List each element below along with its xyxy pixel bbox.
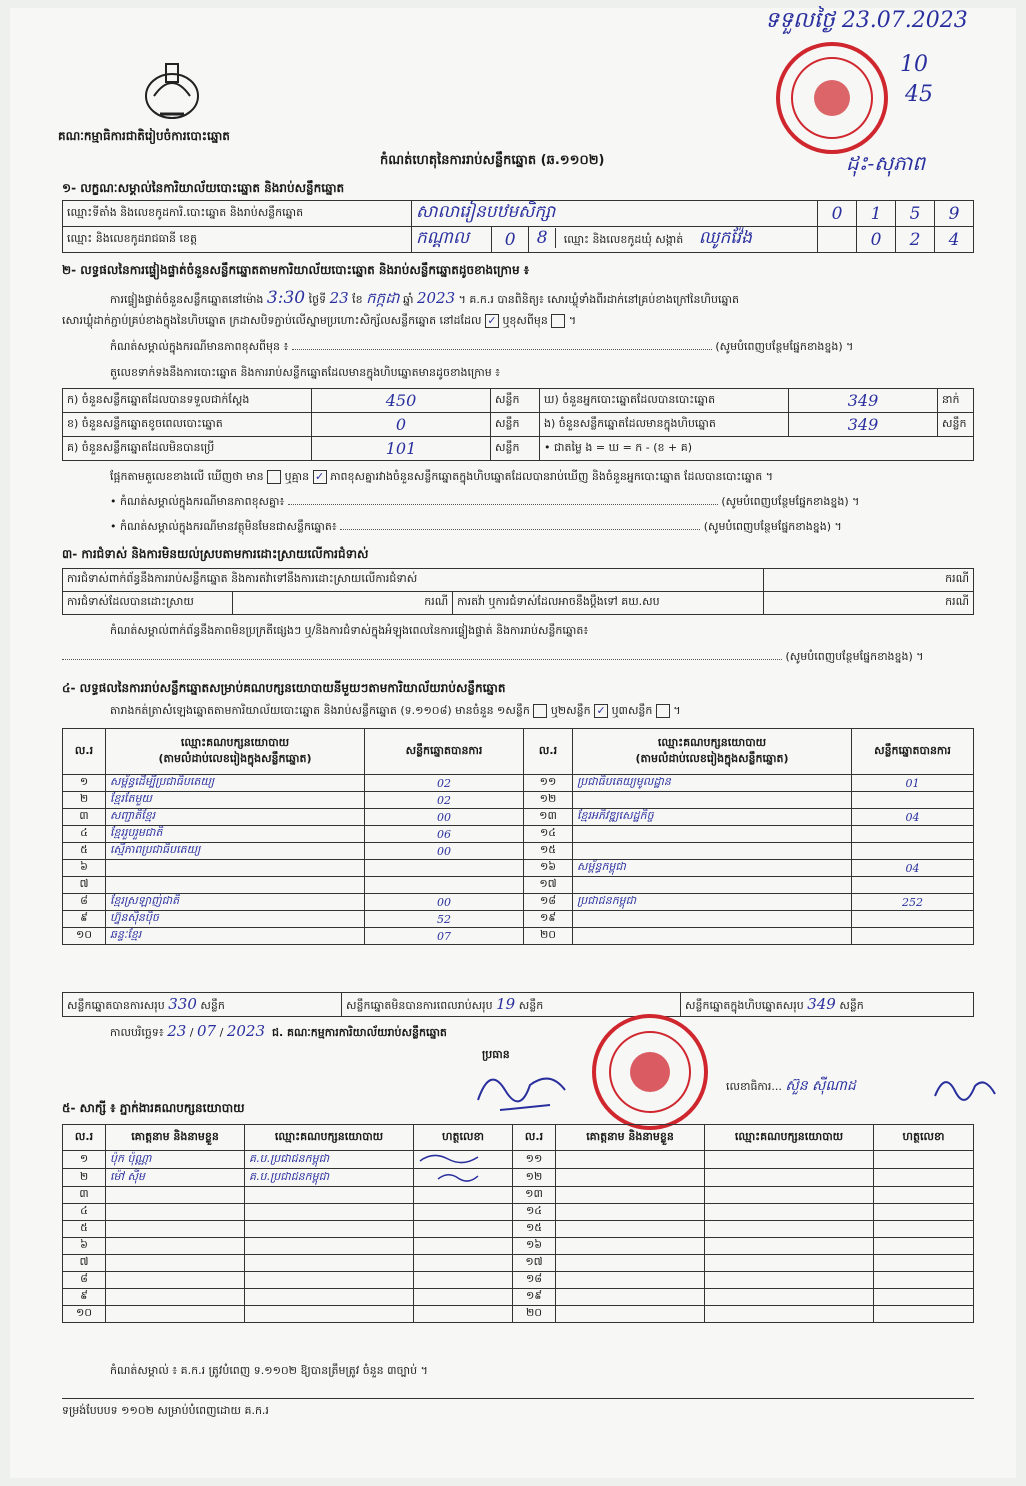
verify-text-b: ថ្ងៃទី	[308, 293, 327, 306]
form-title: កំណត់ហេតុនៃការរាប់សន្លឹកឆ្នោត (ឆ.១១០២)	[380, 153, 605, 168]
totals-table	[62, 992, 974, 1017]
witness-party: គ.ប.ប្រជាជនកម្ពុជា	[245, 1169, 414, 1187]
row-no: ១៤	[524, 826, 573, 843]
party-name: ខ្មែរស្រឡាញ់ជាតិ	[106, 894, 365, 911]
no-difference-checkbox[interactable]: ✓	[313, 470, 327, 484]
w-row-no: ១៣	[513, 1187, 556, 1204]
total-invalid-label: សន្លឹកឆ្នោតមិនបានការពេលរាប់សរុប	[346, 998, 493, 1012]
party-name: សញ្ជាតិខ្មែរ	[106, 809, 365, 826]
compare-text-b: ឬគ្មាន	[284, 470, 310, 483]
received-time-min: 45	[905, 82, 933, 107]
irregularity-note: កំណត់សម្គាល់ពាក់ព័ន្ធនឹងភាពមិនប្រក្រតីផ្សេងៗ ឬ/និងការជំទាស់ក្នុងអំឡុងពេលនៃការផ្ទៀងផ្ទាត់ និងការរាប់សន្លឹកឆ្នោត៖	[110, 624, 589, 637]
w-row-no: ១៤	[513, 1204, 556, 1221]
location-value: សាលារៀនបឋមសិក្សា	[412, 201, 818, 227]
party-name	[573, 843, 852, 860]
total-invalid-value: 19	[496, 994, 516, 1013]
w-row-no: ១៨	[513, 1272, 556, 1289]
w-row-no: ៦	[63, 1238, 106, 1255]
party-name	[573, 792, 852, 809]
chair-signature-icon	[470, 1060, 580, 1120]
commune-code-1: 0	[857, 227, 896, 253]
two-sheet-checkbox[interactable]: ✓	[594, 704, 608, 718]
unused-value: 101	[312, 437, 491, 461]
verify-day: 23	[329, 289, 349, 307]
signing-date-label: កាលបរិច្ឆេទ៖	[110, 1026, 164, 1039]
difference-note	[110, 340, 980, 356]
w-row-no: ១២	[513, 1169, 556, 1187]
sheet-count: តារាងកត់ត្រាសំឡេងឆ្នោតតាមការិយាល័យបោះឆ្នោត និងរាប់សន្លឹកឆ្នោត (ទ.១១០៨) មានចំនួន ១សន្លឹក ឬ២សន្លឹក ✓ ឬ៣សន្លឹក ។	[110, 704, 681, 717]
table-intro: តួលេខទាក់ទងនឹងការបោះឆ្នោត និងការរាប់សន្លឹកឆ្នោតដែលមានក្នុងហិបឆ្នោតមានដូចខាងក្រោម ៖	[110, 366, 501, 379]
party-votes: 00	[365, 843, 524, 860]
verify-year: 2023	[416, 289, 456, 307]
party-name: ខ្មែរអភិវឌ្ឍសេដ្ឋកិច្ច	[573, 809, 852, 826]
party-name	[573, 928, 852, 945]
seal-paragraph: សោរឃ្លុំដាក់ភ្ជាប់គ្រប់ខាងក្នុងនៃហិបឆ្នោត ក្រដាសបិទភ្ជាប់លើស្នាមប្រហោះសិក្ស័លសន្លឹកឆ្នោត នៅដដែល ✓ ឬខុសពីមុន ។	[62, 314, 577, 327]
row-no: ១២	[524, 792, 573, 809]
w-col-name-left: គោត្តនាម និងនាមខ្លួន	[106, 1125, 245, 1151]
party-votes: 02	[365, 792, 524, 809]
col-party-left	[106, 729, 365, 775]
party-name: ខ្មែររួបរួមជាតិ	[106, 826, 365, 843]
received-label: ក) ចំនួនសន្លឹកឆ្នោតដែលបានទទួលជាក់ស្ដែង	[63, 389, 312, 413]
w-col-no-right: ល.រ	[513, 1125, 556, 1151]
party-votes: 07	[365, 928, 524, 945]
three-sheet-checkbox[interactable]	[656, 704, 670, 718]
party-name	[573, 877, 852, 894]
verify-paragraph	[110, 288, 980, 311]
fill-hint-4: (សូមបំពេញបន្ថែមផ្នែកខាងខ្នង) ។	[785, 650, 924, 663]
compare-text-a: ផ្អែកតាមតួលេខខាងលើ ឃើញថា មាន	[110, 470, 264, 483]
w-col-party-left: ឈ្មោះគណបក្សនយោបាយ	[245, 1125, 414, 1151]
party-votes	[365, 860, 524, 877]
province-label: ឈ្មោះ និងលេខកូដរាជធានី ខេត្ត	[63, 227, 412, 253]
voters-value: 349	[789, 389, 938, 413]
party-name	[573, 826, 852, 843]
witness-party: គ.ប.ប្រជាជនកម្ពុជា	[245, 1151, 414, 1169]
row-no: ៥	[63, 843, 106, 860]
col-votes-right: សន្លឹកឆ្នោតបានការ	[852, 729, 974, 775]
commune-code-2: 2	[896, 227, 935, 253]
party-votes	[852, 826, 974, 843]
official-stamp-top	[774, 40, 890, 156]
w-row-no: ៤	[63, 1204, 106, 1221]
total-valid-unit: សន្លឹក	[200, 998, 225, 1012]
party-name: សម្ព័ន្ធកម្ពុជា	[573, 860, 852, 877]
party-name: ប្រជាជនកម្ពុជា	[573, 894, 852, 911]
party-name	[573, 911, 852, 928]
footer-divider	[62, 1398, 974, 1399]
signing-day: 23	[167, 1022, 187, 1040]
party-name	[106, 860, 365, 877]
party-results-table	[62, 728, 974, 945]
bullet-difference-label: • កំណត់សម្គាល់ក្នុងករណីមានភាពខុសគ្នា៖	[110, 495, 285, 508]
objection-row1: ការជំទាស់ពាក់ព័ន្ធនឹងការរាប់សន្លឹកឆ្នោត និងការតវ៉ាទៅនឹងការដោះស្រាយលើការជំទាស់	[63, 569, 764, 592]
party-name: ស្មើភាពប្រជាធិបតេយ្យ	[106, 843, 365, 860]
total-inbox-unit: សន្លឹក	[839, 998, 864, 1012]
org-name: គណៈកម្មាធិការជាតិរៀបចំការបោះឆ្នោត	[58, 129, 230, 143]
form-footer: ទម្រង់បែបបទ ១១០២ សម្រាប់បំពេញដោយ គ.ក.រ	[62, 1404, 269, 1417]
col-no-left: ល.រ	[63, 729, 106, 775]
verify-text-e: ។ គ.ក.រ បានពិនិត្យ៖ សោរឃ្លុំទាំងពីរដាក់នៅគ្រប់ខាងក្រៅនៃហិបឆ្នោត	[458, 293, 739, 306]
seal-text: សោរឃ្លុំដាក់ភ្ជាប់គ្រប់ខាងក្នុងនៃហិបឆ្នោត ក្រដាសបិទភ្ជាប់លើស្នាមប្រហោះសិក្ស័លសន្លឹកឆ្នោត នៅដដែល	[62, 314, 482, 327]
verify-month: កក្កដា	[366, 289, 400, 307]
w-row-no: ៥	[63, 1221, 106, 1238]
party-votes	[852, 792, 974, 809]
spoiled-unit: សន្លឹក	[491, 413, 540, 437]
bullet-foreign-object	[110, 520, 980, 536]
row-no: ១០	[63, 928, 106, 945]
received-time: 10	[900, 52, 928, 77]
w-col-sign-left: ហត្ថលេខា	[414, 1125, 513, 1151]
w-row-no: ១១	[513, 1151, 556, 1169]
w-row-no: ១	[63, 1151, 106, 1169]
party-votes: 02	[365, 775, 524, 792]
changed-label: ឬខុសពីមុន	[502, 314, 548, 327]
party-votes: 00	[365, 809, 524, 826]
row-no: ៦	[63, 860, 106, 877]
w-row-no: ៣	[63, 1187, 106, 1204]
row-no: ៨	[63, 894, 106, 911]
two-sheet-label: ឬ២សន្លឹក	[550, 704, 591, 717]
w-row-no: ៨	[63, 1272, 106, 1289]
voters-label: ឃ) ចំនួនអ្នកបោះឆ្នោតដែលបានបោះឆ្នោត	[540, 389, 789, 413]
row-no: ៣	[63, 809, 106, 826]
party-votes: 252	[852, 894, 974, 911]
row-no: ២	[63, 792, 106, 809]
party-name: ហ្វ៊ុនស៊ិនប៉ិច	[106, 911, 365, 928]
verify-text-c: ខែ	[352, 293, 363, 306]
row-no: ១៩	[524, 911, 573, 928]
secretary-line: លេខាធិការ... ស៊ួន ស៊ីណាដ	[726, 1078, 856, 1094]
unused-unit: សន្លឹក	[491, 437, 540, 461]
inbox-value: 349	[789, 413, 938, 437]
col-party-right	[573, 729, 852, 775]
col-party-left-sub: (តាមលំដាប់លេខរៀងក្នុងសន្លឹកឆ្នោត)	[158, 751, 312, 765]
section4-heading: ៤- លទ្ធផលនៃការរាប់សន្លឹកឆ្នោតសម្រាប់គណបក្សនយោបាយនីមួយៗតាមការិយាល័យរាប់សន្លឹកឆ្នោត	[62, 681, 506, 695]
spoiled-value: 0	[312, 413, 491, 437]
w-col-name-right: គោត្តនាម និងនាមខ្លួន	[556, 1125, 705, 1151]
section3-heading: ៣- ការជំទាស់ និងការមិនយល់ស្របតាមការដោះស្រាយលើការជំទាស់	[62, 547, 369, 561]
party-votes: 01	[852, 775, 974, 792]
unchanged-checkbox[interactable]: ✓	[485, 314, 499, 328]
w-col-no-left: ល.រ	[63, 1125, 106, 1151]
province-code-1: 0	[492, 227, 529, 253]
location-code-3: 5	[896, 201, 935, 227]
commune-code-3: 4	[935, 227, 974, 253]
witness-name: ម៉ៅ ស៊ីម	[106, 1169, 245, 1187]
w-row-no: ៩	[63, 1289, 106, 1306]
secretary-name: ស៊ួន ស៊ីណាដ	[785, 1078, 856, 1094]
resolved-label: ការជំទាស់ដែលបានដោះស្រាយ	[63, 592, 233, 615]
resolved-case: ករណី	[232, 592, 452, 615]
col-party-left-title: ឈ្មោះគណបក្សនយោបាយ	[180, 735, 290, 749]
witness-name: ប៉ុក ប៉ុណ្ណា	[106, 1151, 245, 1169]
signing-month: 07	[197, 1022, 217, 1040]
formula: • ជាតម្លៃ ង = ឃ = ក - (ខ + គ)	[540, 437, 974, 461]
objection-table	[62, 568, 974, 615]
fill-hint-1: (សូមបំពេញបន្ថែមផ្នែកខាងខ្នង) ។	[715, 340, 854, 353]
party-votes: 52	[365, 911, 524, 928]
section5-heading: ៥- សាក្សី ៖ ភ្នាក់ងារគណបក្សនយោបាយ	[62, 1101, 245, 1115]
verify-time: 3:30	[266, 288, 306, 308]
col-party-right-sub: (តាមលំដាប់លេខរៀងក្នុងសន្លឹកឆ្នោត)	[635, 751, 789, 765]
party-name: ប្រជាធិបតេយ្យមូលដ្ឋាន	[573, 775, 852, 792]
fill-hint-3: (សូមបំពេញបន្ថែមផ្នែកខាងខ្នង) ។	[703, 520, 842, 533]
total-valid-label: សន្លឹកឆ្នោតបានការសរុប	[67, 998, 165, 1012]
row-no: ៩	[63, 911, 106, 928]
signing-year: 2023	[226, 1022, 265, 1040]
row-no: ១៨	[524, 894, 573, 911]
chair-label: ប្រធាន	[482, 1048, 510, 1061]
party-votes: 06	[365, 826, 524, 843]
secretary-label: លេខាធិការ	[726, 1080, 772, 1093]
total-valid	[63, 993, 342, 1017]
copies-note: កំណត់សម្គាល់ ៖ គ.ក.រ ត្រូវបំពេញ ទ.១១០២ ឱ្យបានត្រឹមត្រូវ ចំនួន ៣ច្បាប់ ។	[110, 1364, 428, 1377]
w-row-no: ៧	[63, 1255, 106, 1272]
location-code-4: 9	[935, 201, 974, 227]
received-by: ដុះ-សុភាព	[846, 151, 926, 175]
party-votes: 00	[365, 894, 524, 911]
appeal-case: ករណី	[763, 592, 973, 615]
row-no: ១១	[524, 775, 573, 792]
objection-case-1: ករណី	[763, 569, 973, 592]
received-value: 450	[312, 389, 491, 413]
bullet-foreign-label: • កំណត់សម្គាល់ក្នុងករណីមានវត្ថុមិនមែនជាសន្លឹកឆ្នោត៖	[110, 520, 337, 533]
official-stamp-bottom	[588, 1012, 712, 1132]
witness-signature	[414, 1151, 513, 1169]
col-no-right: ល.រ	[524, 729, 573, 775]
total-invalid-unit: សន្លឹក	[518, 998, 544, 1012]
one-sheet-checkbox[interactable]	[533, 704, 547, 718]
party-votes: 04	[852, 809, 974, 826]
bullet-difference	[110, 495, 980, 511]
signing-date: កាលបរិច្ឆេទ៖ 23 / 07 / 2023 ជ. គណៈកម្មការការិយាល័យរាប់សន្លឹកឆ្នោត	[110, 1022, 447, 1040]
verify-text-d: ឆ្នាំ	[402, 293, 414, 306]
w-row-no: ១៥	[513, 1221, 556, 1238]
commune-label: ឈ្មោះ និងលេខកូដឃុំ សង្កាត់	[563, 233, 684, 246]
w-col-sign-right: ហត្ថលេខា	[874, 1125, 974, 1151]
row-no: ៧	[63, 877, 106, 894]
difference-note-label: កំណត់សម្គាល់ក្នុងករណីមានភាពខុសពីមុន ៖	[110, 340, 289, 353]
location-label: ឈ្មោះទីតាំង និងលេខកូដការិ.បោះឆ្នោត និងរាប់សន្លឹកឆ្នោត	[63, 201, 412, 227]
party-name: សម្ព័ន្ធដើម្បីប្រជាធិបតេយ្យ	[106, 775, 365, 792]
row-no: ១៥	[524, 843, 573, 860]
irregularity-fill	[62, 650, 974, 666]
party-votes	[852, 928, 974, 945]
section1-heading: ១- លក្ខណៈសម្គាល់នៃការិយាល័យបោះឆ្នោត និងរាប់សន្លឹកឆ្នោត	[62, 181, 345, 195]
w-row-no: ១៧	[513, 1255, 556, 1272]
fill-hint-2: (សូមបំពេញបន្ថែមផ្នែកខាងខ្នង) ។	[721, 495, 860, 508]
total-inbox	[681, 993, 974, 1017]
row-no: ១៣	[524, 809, 573, 826]
ballot-figures-table	[62, 388, 974, 461]
col-votes-left: សន្លឹកឆ្នោតបានការ	[365, 729, 524, 775]
location-code-2: 1	[857, 201, 896, 227]
section2-heading: ២- លទ្ធផលនៃការផ្ទៀងផ្ទាត់ចំនួនសន្លឹកឆ្នោតតាមការិយាល័យបោះឆ្នោត និងរាប់សន្លឹកឆ្នោតដូចខាងក្រោម ៖	[62, 263, 530, 277]
row-no: ១៦	[524, 860, 573, 877]
party-votes	[852, 843, 974, 860]
compare-paragraph	[110, 470, 773, 486]
total-valid-value: 330	[168, 994, 197, 1013]
committee-label: ជ. គណៈកម្មការការិយាល័យរាប់សន្លឹកឆ្នោត	[272, 1026, 447, 1039]
province-value: កណ្ដាល	[412, 227, 492, 253]
total-inbox-value: 349	[807, 994, 836, 1013]
w-row-no: ២០	[513, 1306, 556, 1323]
row-no: ២០	[524, 928, 573, 945]
row-no: ៤	[63, 826, 106, 843]
party-name	[106, 877, 365, 894]
compare-text-c: ភាពខុសគ្នារវាងចំនួនសន្លឹកឆ្នោតក្នុងហិបឆ្នោតដែលបានរាប់ឃើញ និងចំនួនអ្នកបោះឆ្នោត ដែលបានបោះឆ្នោត ។	[330, 470, 773, 483]
spoiled-label: ខ) ចំនួនសន្លឹកឆ្នោតខូចពេលបោះឆ្នោត	[63, 413, 312, 437]
appeal-label: ការតវ៉ា ឬការជំទាស់ដែលអាចនឹងប្ដឹងទៅ គឃ.សប	[453, 592, 764, 615]
w-row-no: ១៩	[513, 1289, 556, 1306]
party-votes	[365, 877, 524, 894]
party-votes: 04	[852, 860, 974, 877]
w-col-party-right: ឈ្មោះគណបក្សនយោបាយ	[705, 1125, 874, 1151]
voters-unit: នាក់	[938, 389, 974, 413]
changed-checkbox[interactable]	[551, 314, 565, 328]
section1-table	[62, 200, 974, 253]
party-votes	[852, 877, 974, 894]
secretary-signature-icon	[930, 1066, 1000, 1106]
location-code-1: 0	[818, 201, 857, 227]
witness-signature	[414, 1169, 513, 1187]
received-date: ទទួលថ្ងៃ 23.07.2023	[765, 8, 968, 33]
sheet-count-text: តារាងកត់ត្រាសំឡេងឆ្នោតតាមការិយាល័យបោះឆ្នោត និងរាប់សន្លឹកឆ្នោត (ទ.១១០៨) មានចំនួន ១សន្លឹក	[110, 704, 530, 717]
national-emblem-icon	[140, 56, 204, 124]
total-inbox-label: សន្លឹកឆ្នោតក្នុងហិបឆ្នោតសរុប	[685, 998, 804, 1012]
inbox-unit: សន្លឹក	[938, 413, 974, 437]
w-row-no: ២	[63, 1169, 106, 1187]
province-code-2: 8	[529, 228, 556, 248]
party-name: ខ្មែរតែមួយ	[106, 792, 365, 809]
verify-text-a: ការផ្ទៀងផ្ទាត់ចំនួនសន្លឹកឆ្នោតនៅម៉ោង	[110, 293, 264, 306]
inbox-label: ង) ចំនួនសន្លឹកឆ្នោតដែលមានក្នុងហិបឆ្នោត	[540, 413, 789, 437]
received-unit: សន្លឹក	[491, 389, 540, 413]
row-no: ១	[63, 775, 106, 792]
col-party-right-title: ឈ្មោះគណបក្សនយោបាយ	[657, 735, 767, 749]
commune-value: ឈូកវ៉ែង	[698, 228, 752, 248]
witness-table	[62, 1124, 974, 1323]
unused-label: គ) ចំនួនសន្លឹកឆ្នោតដែលមិនបានប្រើ	[63, 437, 312, 461]
party-name: ឆន្ទៈខ្មែរ	[106, 928, 365, 945]
three-sheet-label: ឬ៣សន្លឹក	[611, 704, 653, 717]
has-difference-checkbox[interactable]	[267, 470, 281, 484]
w-row-no: ១០	[63, 1306, 106, 1323]
w-row-no: ១៦	[513, 1238, 556, 1255]
party-votes	[852, 911, 974, 928]
row-no: ១៧	[524, 877, 573, 894]
